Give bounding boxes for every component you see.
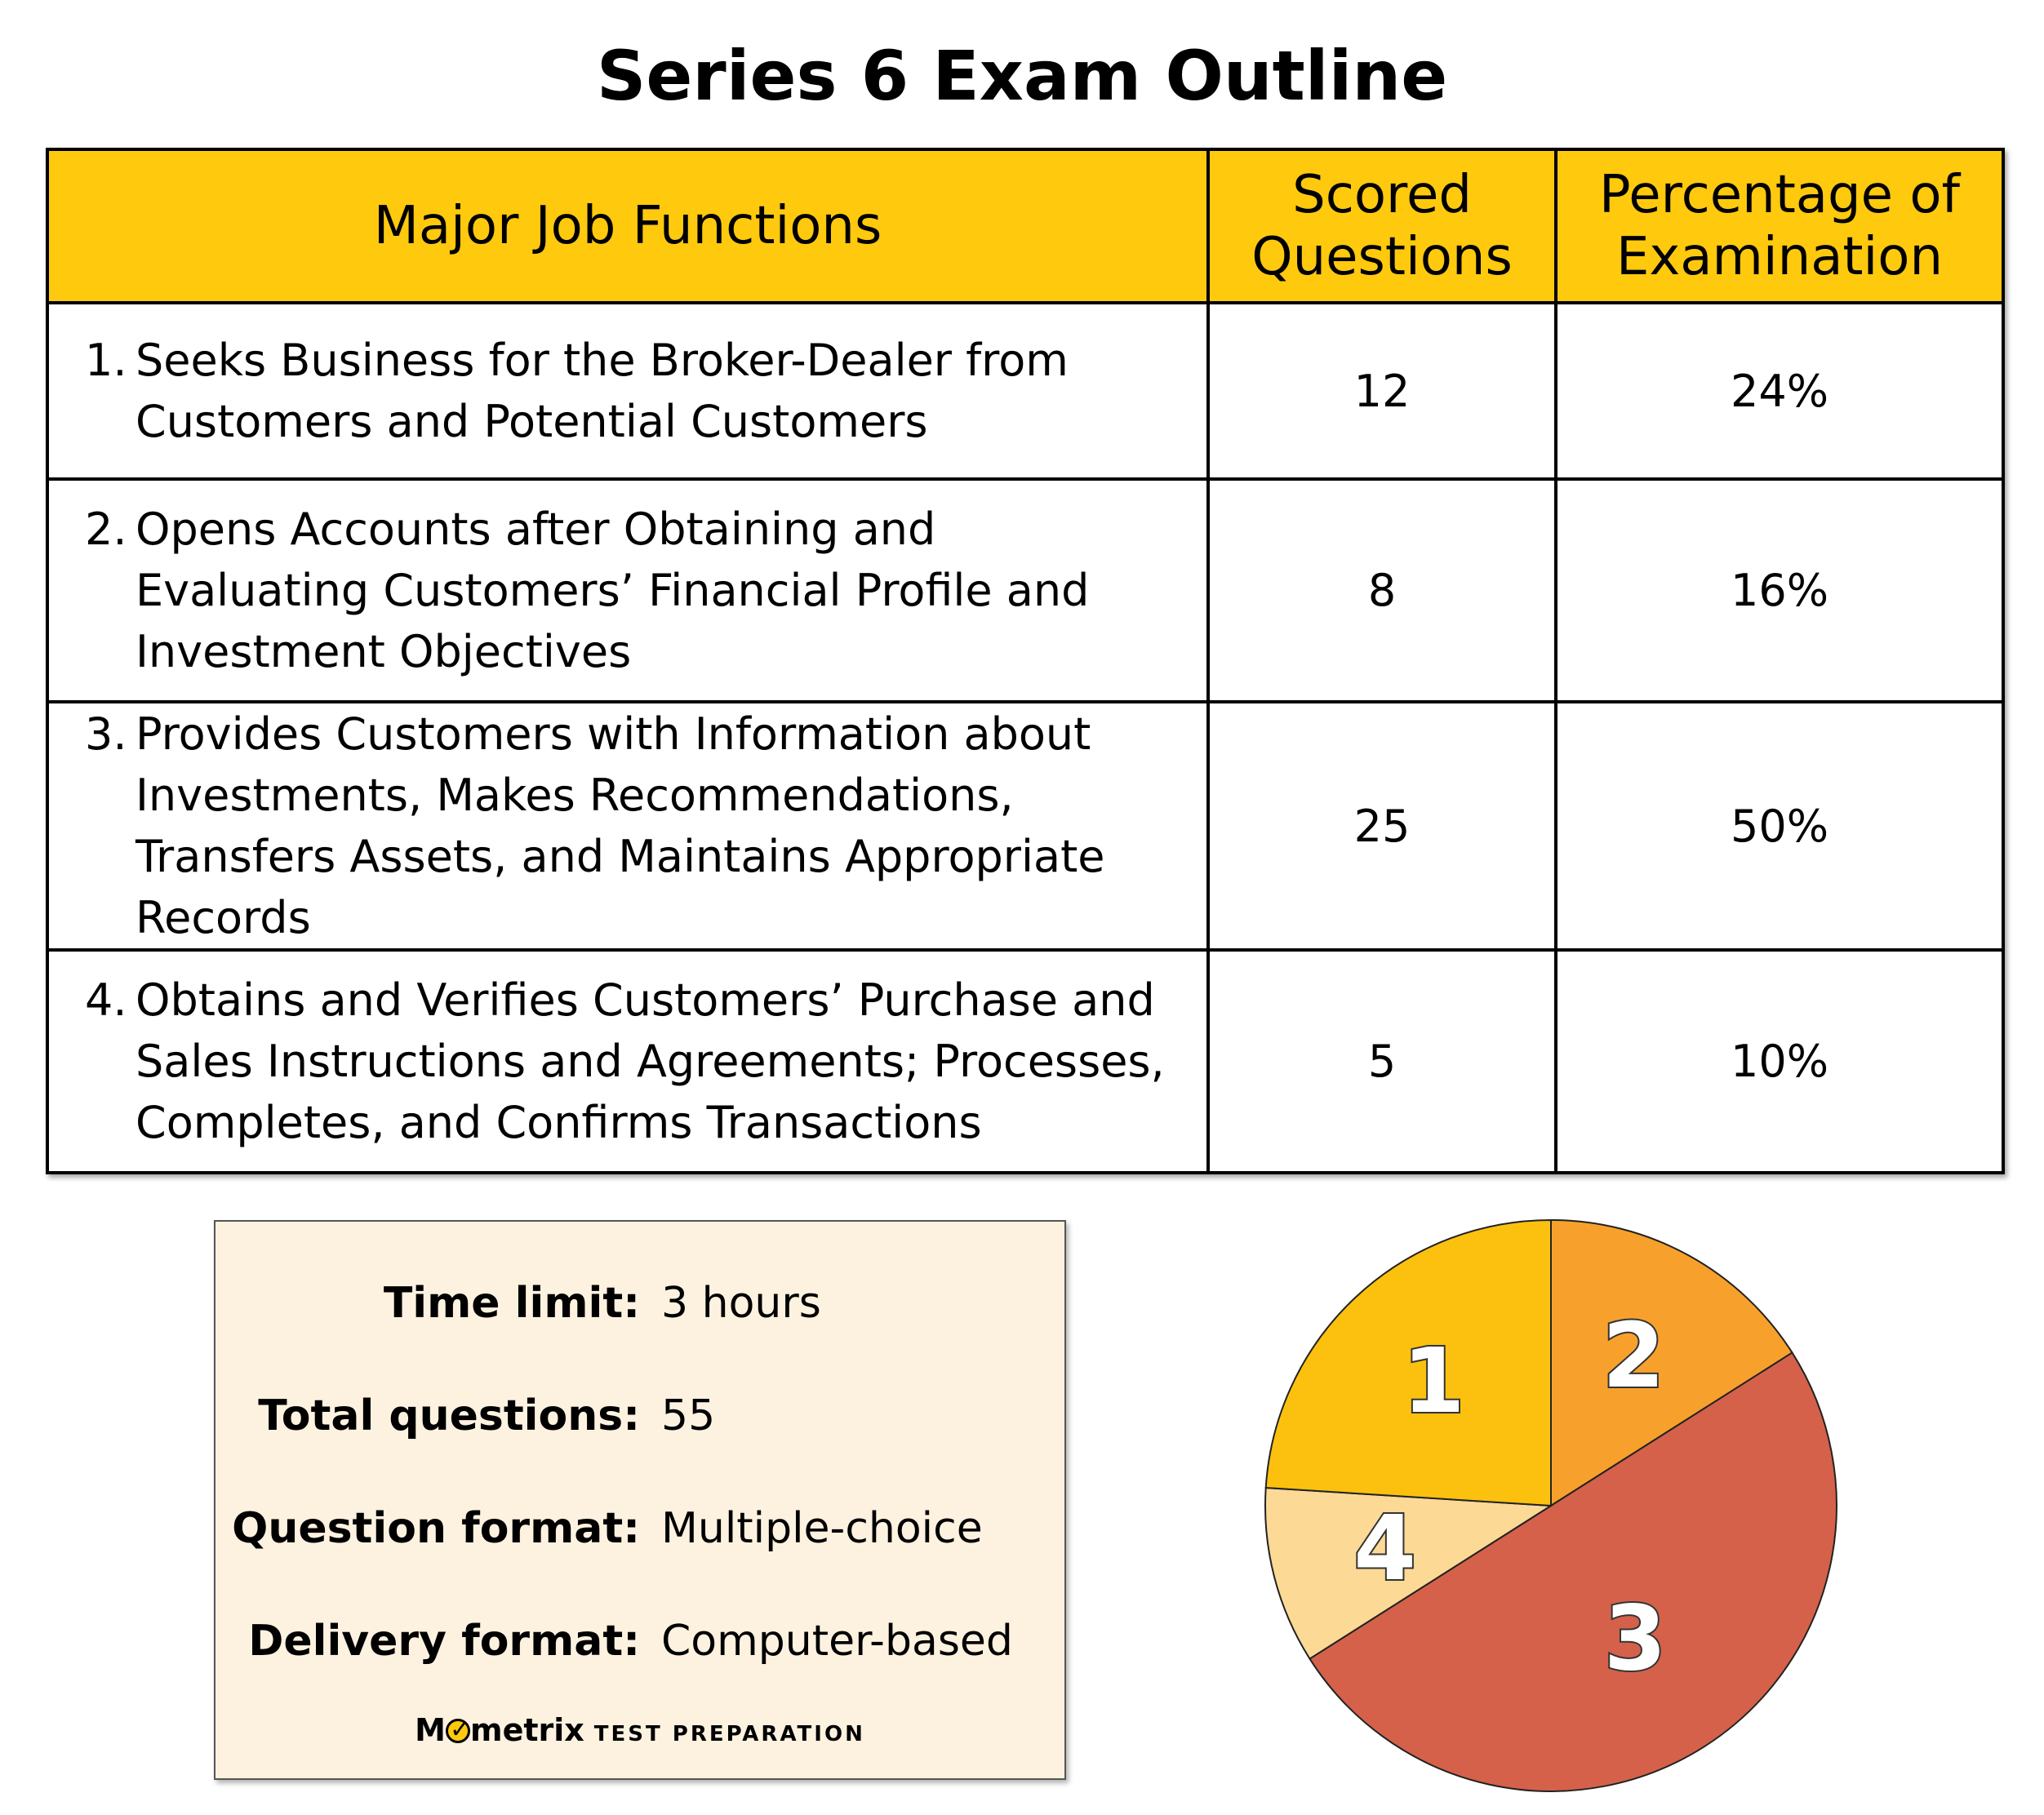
header-major-job-functions: Major Job Functions — [47, 149, 1208, 303]
header-percent-line1: Percentage of — [1598, 165, 1961, 225]
info-row-total-questions — [216, 1383, 1064, 1449]
info-row-delivery-format — [216, 1609, 1064, 1674]
delivery-format-value: Computer-based — [661, 1617, 1013, 1666]
function-share-pie — [1224, 1200, 1877, 1812]
brand-tagline: TEST PREPARATION — [593, 1722, 865, 1746]
time-limit-value: 3 hours — [661, 1279, 821, 1328]
table-row — [47, 303, 2003, 479]
mometrix-logo — [216, 1710, 1064, 1755]
function-number: 3. — [85, 708, 127, 760]
exam-outline-table — [46, 148, 2005, 1174]
checkmark-circle-icon — [446, 1719, 470, 1743]
scored-questions-cell: 12 — [1208, 303, 1556, 479]
header-scored-line2: Questions — [1251, 227, 1513, 287]
table-row — [47, 479, 2003, 702]
function-text: Obtains and Verifies Customers’ Purchase and Sales Instructions and Agreements; Processes, Completes, and Confirms Transactions — [136, 974, 1165, 1148]
question-format-value: Multiple-choice — [661, 1504, 983, 1553]
function-text: Opens Accounts after Obtaining and Evaluating Customers’ Financial Profile and Investment Objectives — [136, 504, 1090, 677]
function-text: Provides Customers with Information about Investments, Makes Recommendations, Transfers Assets, and Maintains Appropriate Records — [136, 708, 1105, 943]
question-format-label: Question format: — [232, 1504, 640, 1553]
function-text: Seeks Business for the Broker-Dealer from Customers and Potential Customers — [136, 335, 1069, 447]
table-header-row — [47, 149, 2003, 303]
brand-name-start: M — [415, 1712, 446, 1748]
function-cell — [47, 479, 1208, 702]
pie-label-3: 3 — [1603, 1586, 1667, 1691]
function-number: 2. — [85, 504, 127, 555]
pie-label-4: 4 — [1353, 1496, 1416, 1601]
percentage-cell: 50% — [1556, 702, 2003, 950]
function-number: 1. — [85, 335, 127, 386]
total-questions-value: 55 — [661, 1391, 716, 1440]
header-percent-line2: Examination — [1615, 227, 1944, 287]
scored-questions-cell: 8 — [1208, 479, 1556, 702]
table-row — [47, 702, 2003, 950]
header-scored-line1: Scored — [1292, 165, 1472, 225]
info-row-time-limit — [216, 1271, 1064, 1336]
info-row-question-format — [216, 1496, 1064, 1561]
percentage-cell: 10% — [1556, 950, 2003, 1173]
header-percentage — [1556, 149, 2003, 303]
percentage-cell: 24% — [1556, 303, 2003, 479]
function-cell — [47, 303, 1208, 479]
pie-label-1: 1 — [1402, 1328, 1465, 1433]
percentage-cell: 16% — [1556, 479, 2003, 702]
exam-info-box — [214, 1220, 1066, 1780]
pie-label-2: 2 — [1602, 1302, 1665, 1408]
function-cell — [47, 702, 1208, 950]
total-questions-label: Total questions: — [258, 1391, 640, 1440]
brand-name-end: metrix — [469, 1712, 584, 1748]
header-scored-questions — [1208, 149, 1556, 303]
table-row — [47, 950, 2003, 1173]
delivery-format-label: Delivery format: — [248, 1617, 640, 1666]
time-limit-label: Time limit: — [383, 1279, 640, 1328]
function-cell — [47, 950, 1208, 1173]
function-number: 4. — [85, 974, 127, 1026]
page-title: Series 6 Exam Outline — [596, 36, 1448, 116]
scored-questions-cell: 25 — [1208, 702, 1556, 950]
scored-questions-cell: 5 — [1208, 950, 1556, 1173]
